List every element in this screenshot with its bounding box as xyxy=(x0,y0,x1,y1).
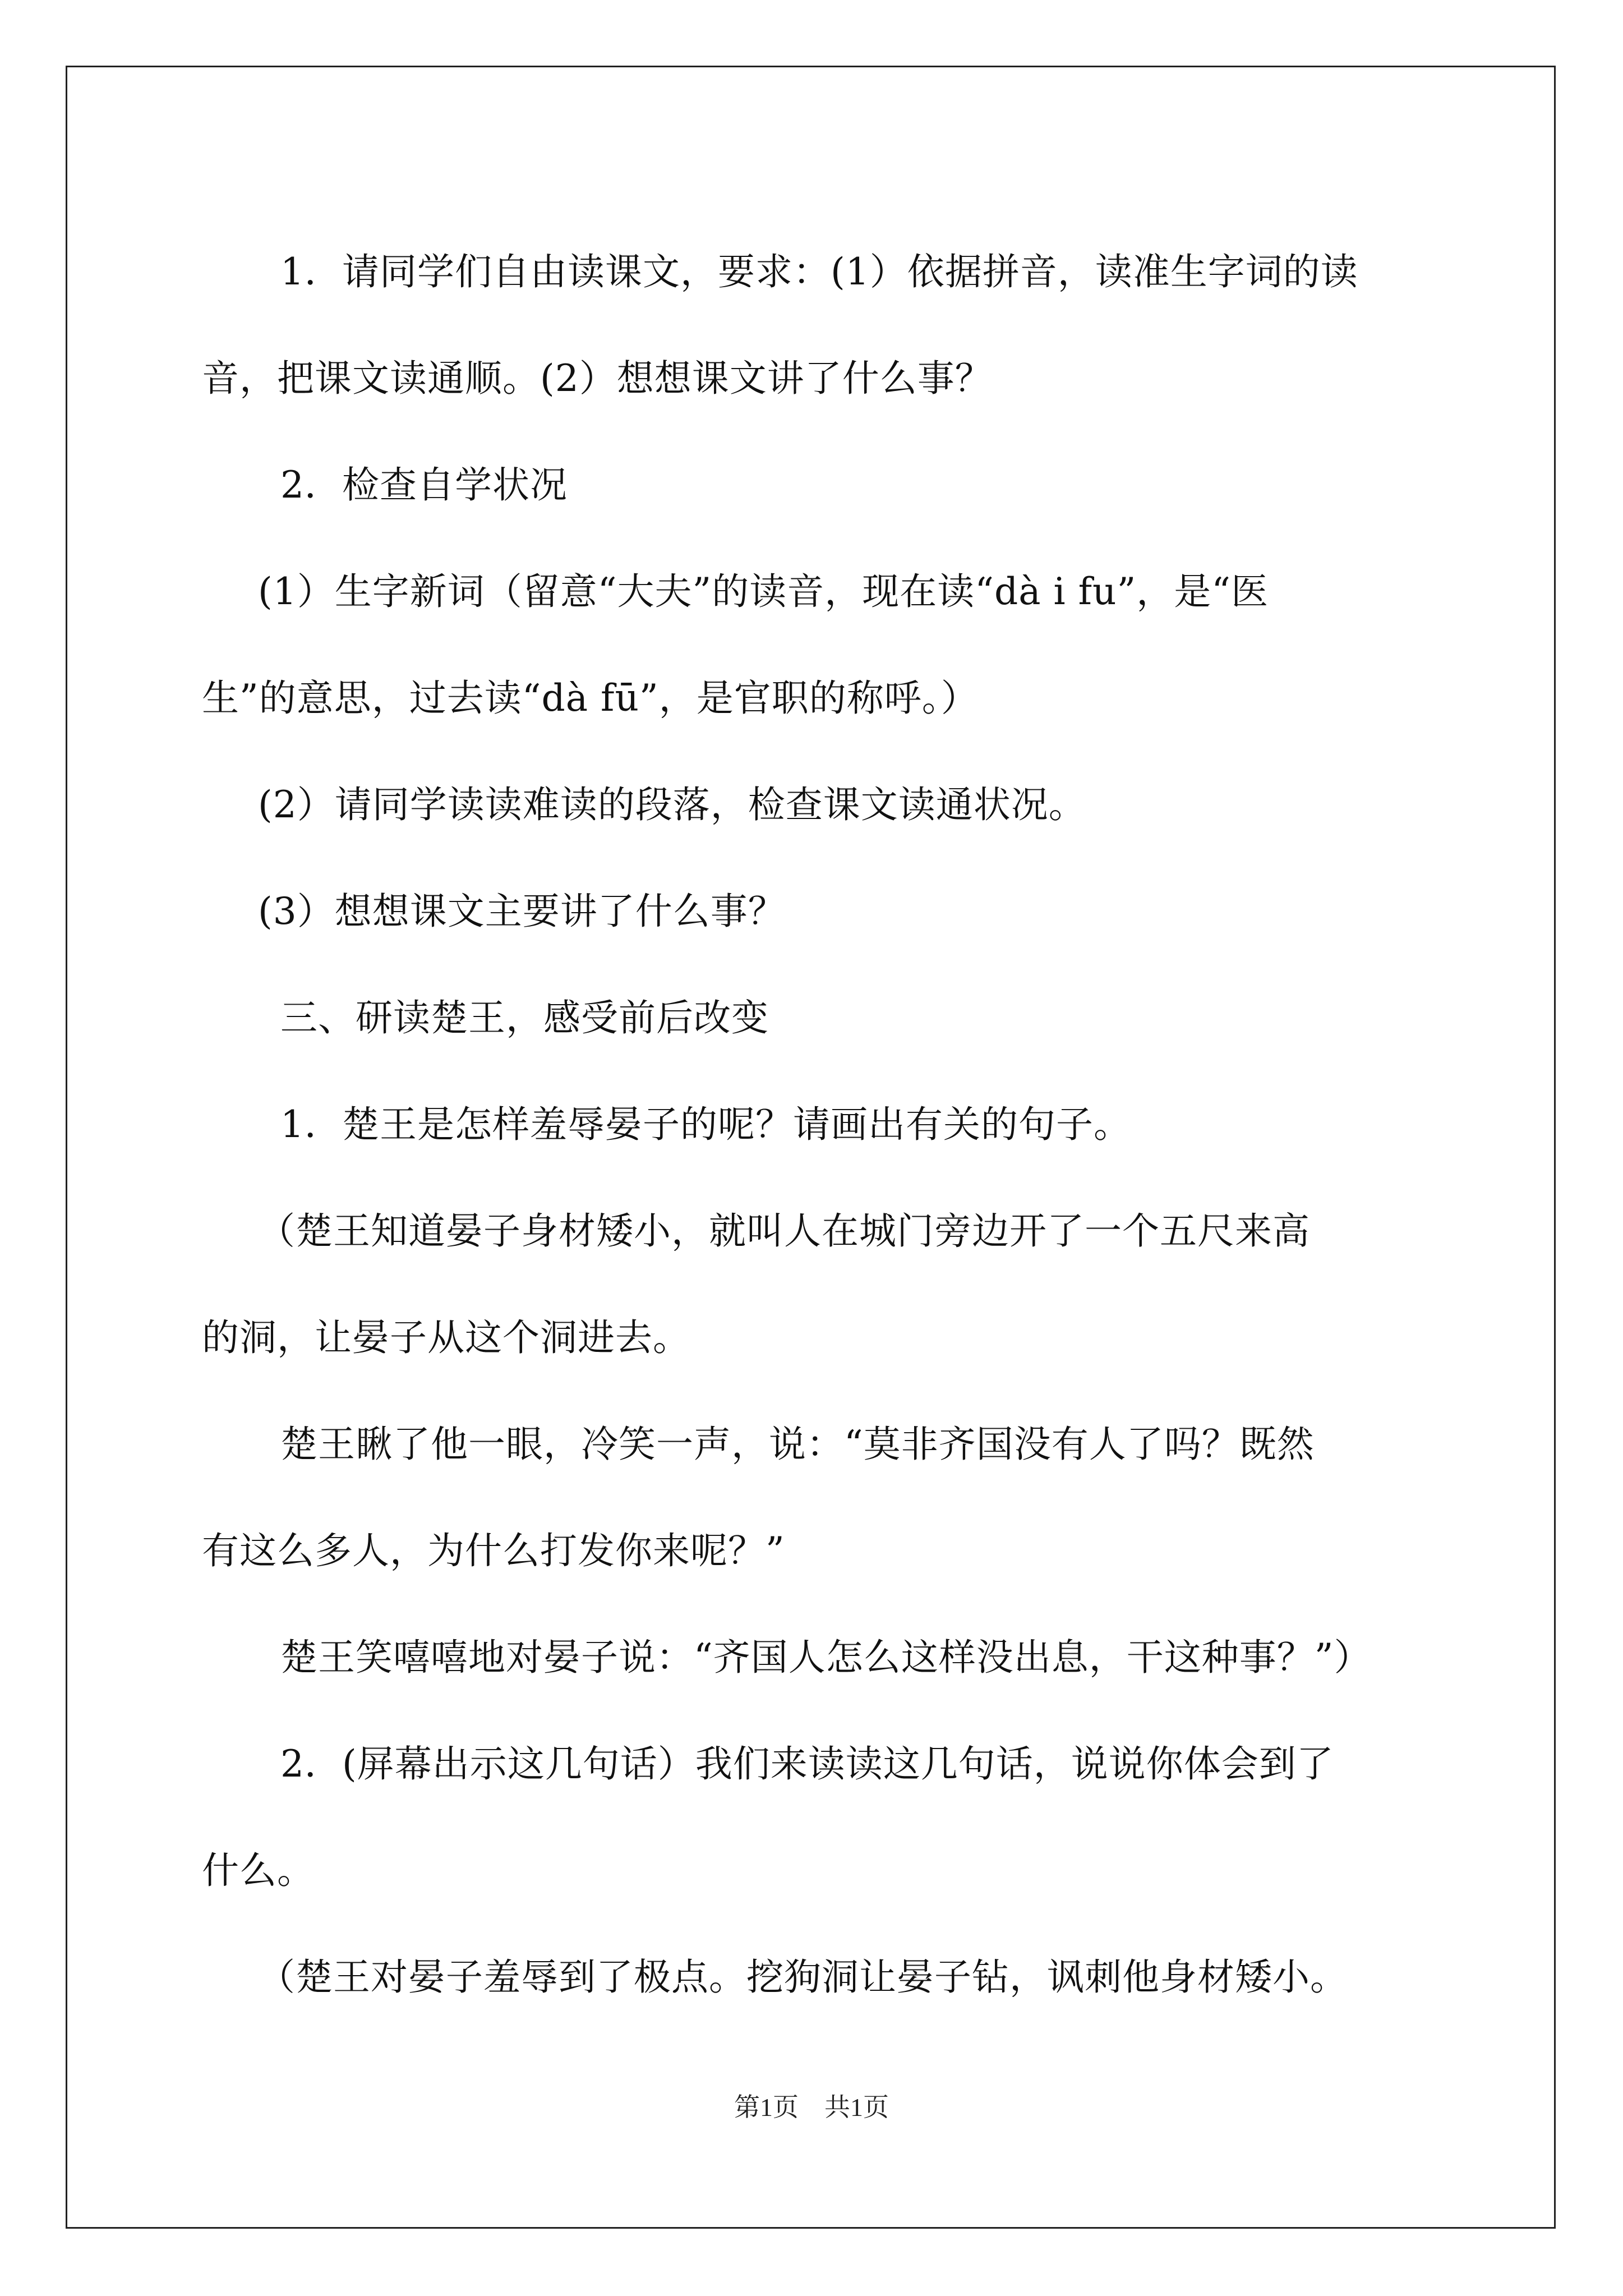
paragraph-quote-glance-cont: 有这么多人，为什么打发你来呢？” xyxy=(202,1529,785,1572)
paragraph-quote-glance: 楚王瞅了他一眼，冷笑一声，说：“莫非齐国没有人了吗？既然 xyxy=(280,1423,1315,1466)
section-heading-study-king: 三、研读楚王，感受前后改变 xyxy=(280,996,769,1039)
paragraph-king-insult: （楚王对晏子羞辱到了极点。挖狗洞让晏子钻，讽刺他身材矮小。 xyxy=(258,1955,1348,1999)
paragraph-screen-sentences-cont: 什么。 xyxy=(202,1849,315,1892)
paragraph-new-words-cont: 生”的意思，过去读“dà fū”，是官职的称呼。） xyxy=(202,677,979,720)
paragraph-read-requirements-cont: 音，把课文读通顺。(2）想想课文讲了什么事？ xyxy=(202,357,993,400)
paragraph-how-humiliate: 1．楚王是怎样羞辱晏子的呢？请画出有关的句子。 xyxy=(280,1103,1131,1146)
paragraph-new-words: (1）生字新词（留意“大夫”的读音，现在读“dà i fu”，是“医 xyxy=(258,570,1269,613)
document-body xyxy=(202,219,1492,2031)
paragraph-screen-sentences: 2．(屏幕出示这几句话）我们来读读这几句话，说说你体会到了 xyxy=(280,1742,1334,1786)
paragraph-check-self-study: 2．检查自学状况 xyxy=(280,463,568,507)
paragraph-quote-gate: （楚王知道晏子身材矮小，就叫人在城门旁边开了一个五尺来高 xyxy=(258,1209,1310,1253)
paragraph-quote-gate-cont: 的洞，让晏子从这个洞进去。 xyxy=(202,1316,690,1359)
paragraph-difficult-passages: (2）请同学读读难读的段落，检查课文读通状况。 xyxy=(258,783,1086,826)
page-number-footer: 第1页 共1页 xyxy=(734,2093,889,2122)
paragraph-quote-laugh: 楚王笑嘻嘻地对晏子说：“齐国人怎么这样没出息，干这种事？”） xyxy=(280,1636,1372,1679)
paragraph-main-idea: (3）想想课文主要讲了什么事？ xyxy=(258,890,786,933)
paragraph-read-requirements: 1．请同学们自由读课文，要求：(1）依据拼音，读准生字词的读 xyxy=(280,250,1358,293)
